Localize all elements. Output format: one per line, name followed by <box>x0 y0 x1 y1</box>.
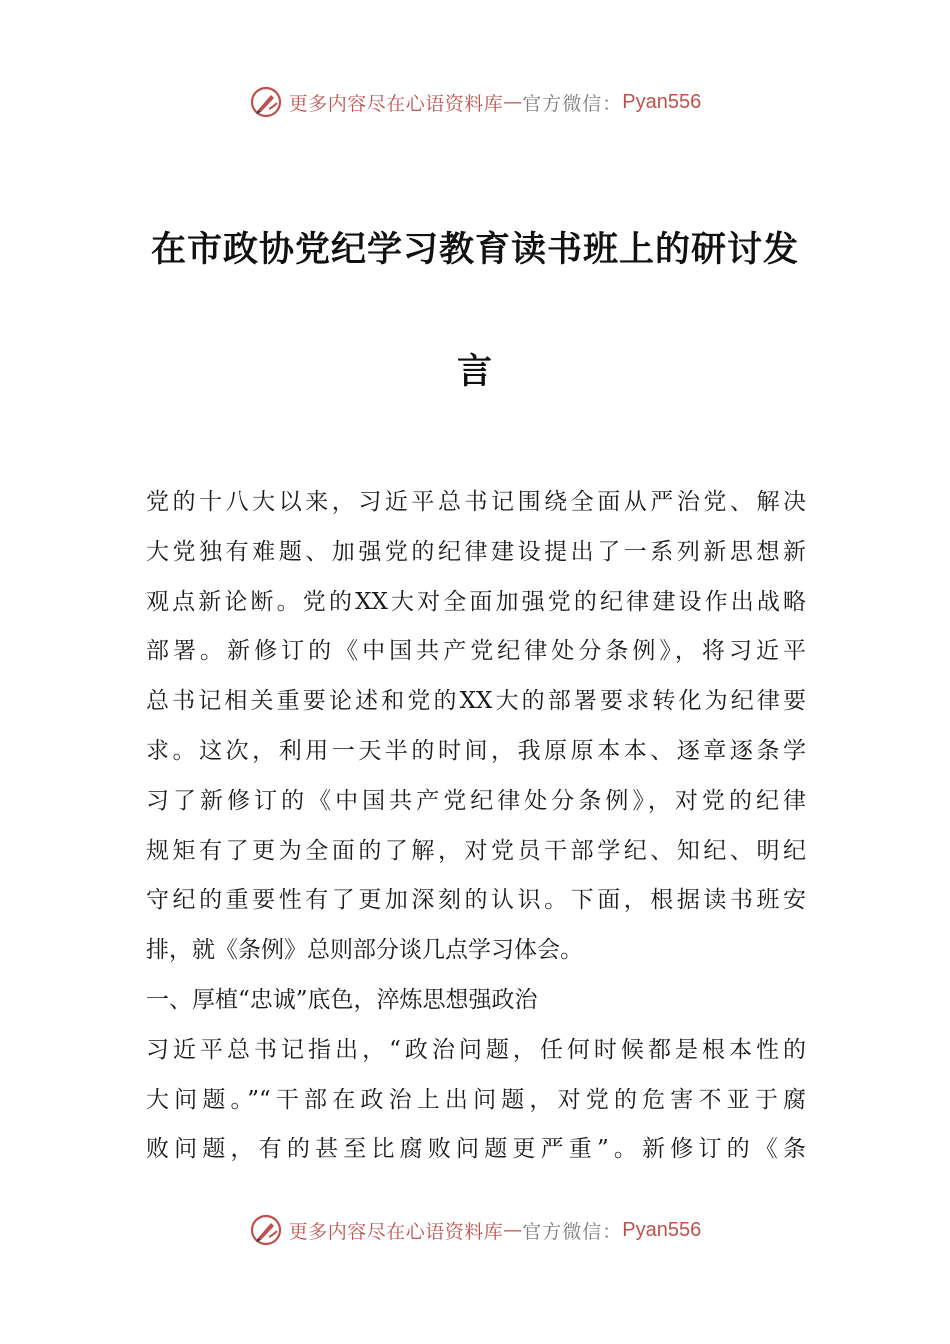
body-line: 总书记相关重要论述和党的XX大的部署要求转化为纪律要 <box>146 688 806 715</box>
banner-sub: 官方微信： <box>522 1220 623 1243</box>
body-line: 党的十八大以来，习近平总书记围绕全面从严治党、解决 <box>146 489 806 515</box>
document-body <box>146 478 806 1175</box>
body-line: 习近平总书记指出，“政治问题，任何时候都是根本性的 <box>146 1036 806 1063</box>
banner-text: 更多内容尽在心语资料库 <box>288 92 504 115</box>
body-line: 观点新论断。党的XX大对全面加强党的纪律建设作出战略 <box>146 588 806 615</box>
section-heading: 一、厚植“忠诚”底色，淬炼思想强政治 <box>146 986 538 1013</box>
footer-watermark-banner <box>0 1210 950 1250</box>
banner-wechat-id: Pyan556 <box>622 90 702 113</box>
document-title-line-2: 言 <box>456 351 493 392</box>
body-line: 大党独有难题、加强党的纪律建设提出了一系列新思想新 <box>146 538 806 565</box>
banner-wechat-id: Pyan556 <box>622 1218 702 1241</box>
body-line: 规矩有了更为全面的了解，对党员干部学纪、知纪、明纪 <box>146 837 806 864</box>
body-line: 败问题，有的甚至比腐败问题更严重”。新修订的《条 <box>146 1136 806 1163</box>
document-title-line-1: 在市政协党纪学习教育读书班上的研讨发 <box>150 229 799 270</box>
body-line: 习了新修订的《中国共产党纪律处分条例》，对党的纪律 <box>146 787 806 814</box>
body-line: 求。这次，利用一天半的时间，我原原本本、逐章逐条学 <box>146 737 806 764</box>
pen-circle-logo-icon <box>249 1213 283 1247</box>
body-line: 大问题。”“干部在政治上出问题，对党的危害不亚于腐 <box>146 1086 806 1113</box>
banner-dash: — <box>503 91 523 113</box>
banner-sub: 官方微信： <box>522 92 623 115</box>
body-line: 部署。新修订的《中国共产党纪律处分条例》，将习近平 <box>146 638 806 665</box>
banner-text: 更多内容尽在心语资料库 <box>288 1220 504 1243</box>
header-watermark-banner <box>0 82 950 122</box>
banner-dash: — <box>503 1219 523 1241</box>
body-line: 排，就《条例》总则部分谈几点学习体会。 <box>146 937 583 964</box>
pen-circle-logo-icon <box>249 85 283 119</box>
body-line: 守纪的重要性有了更加深刻的认识。下面，根据读书班安 <box>146 887 806 914</box>
